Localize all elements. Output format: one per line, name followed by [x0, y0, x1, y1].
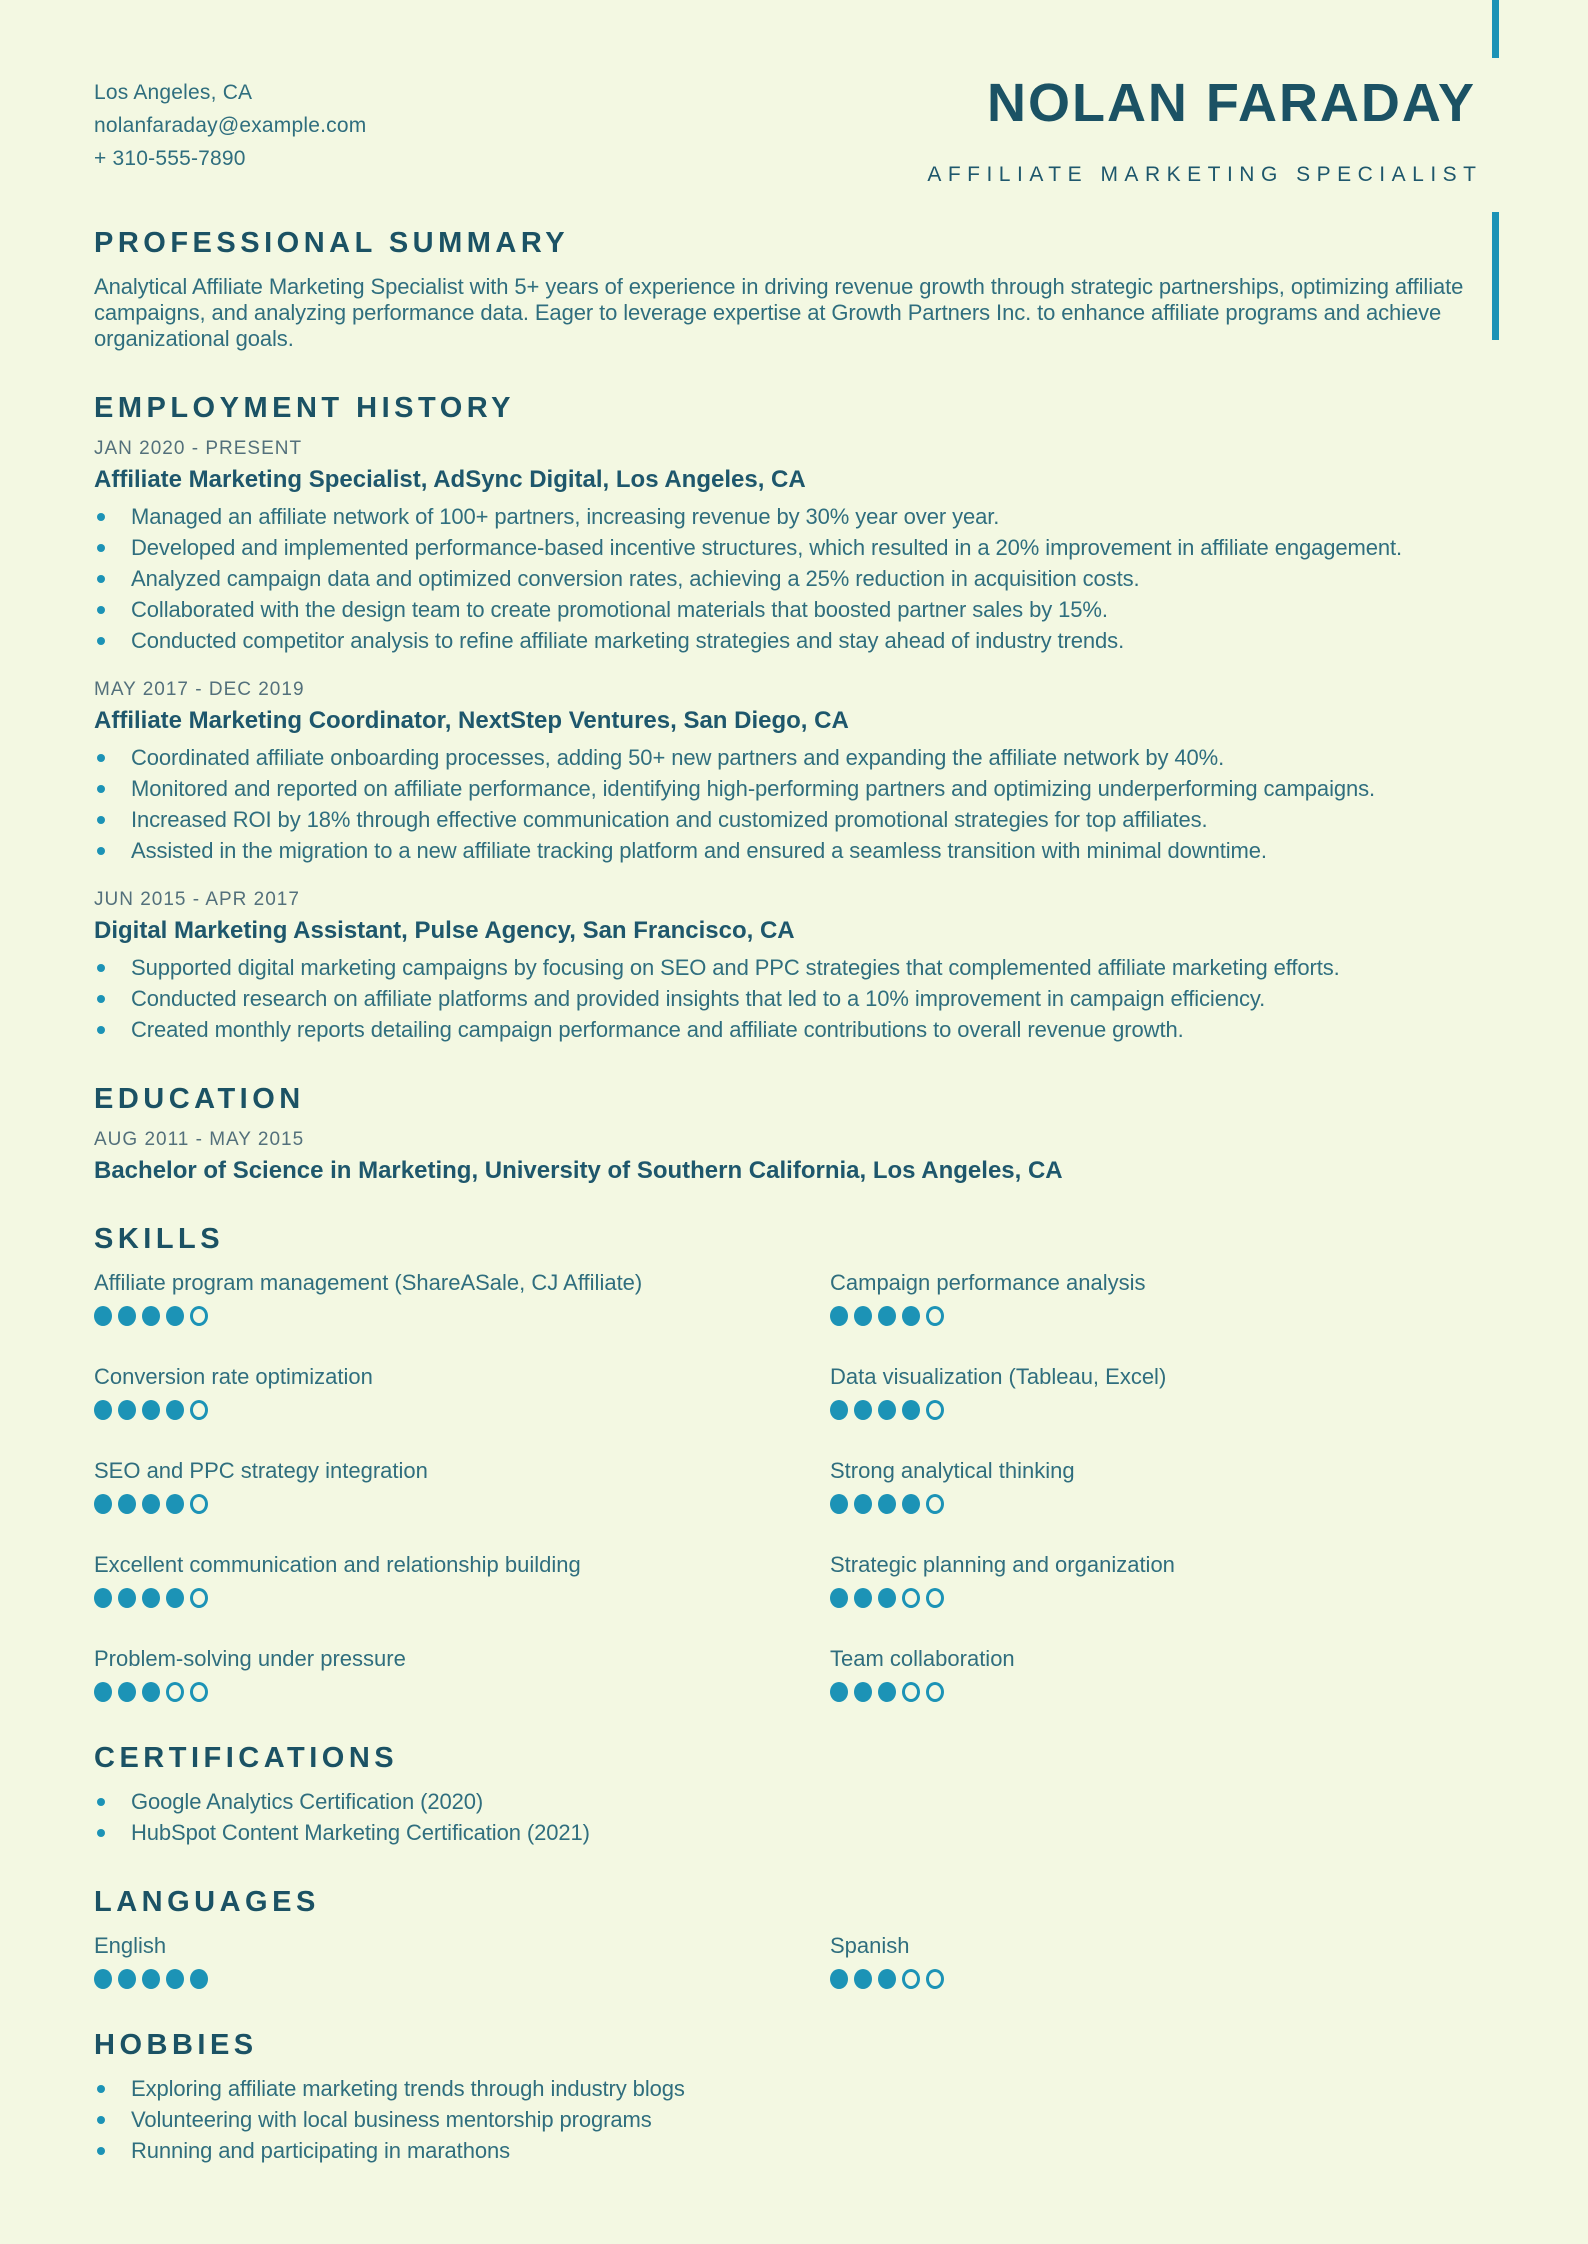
- skill-label: Strategic planning and organization: [830, 1552, 1175, 1577]
- rating-dot-filled: [118, 1682, 136, 1702]
- rating-dot-filled: [854, 1494, 872, 1514]
- section-employment: [94, 394, 1494, 1043]
- candidate-title: AFFILIATE MARKETING SPECIALIST: [927, 163, 1483, 186]
- rating-dot-filled: [878, 1400, 896, 1420]
- skill-label: Campaign performance analysis: [830, 1270, 1146, 1295]
- rating-dot-empty: [902, 1969, 920, 1989]
- job-dates: JAN 2020 - PRESENT: [94, 438, 303, 459]
- rating-dot-filled: [142, 1494, 160, 1514]
- skill-item: [94, 1270, 758, 1326]
- skill-label: Problem-solving under pressure: [94, 1646, 406, 1671]
- rating-dot-empty: [926, 1306, 944, 1326]
- rating-dot-empty: [926, 1494, 944, 1514]
- rating-dot-filled: [94, 1306, 112, 1326]
- language-name: English: [94, 1933, 167, 1958]
- skill-rating: [94, 1400, 758, 1420]
- hobbies-list: [94, 2076, 1494, 2164]
- job-bullet: Increased ROI by 18% through effective communication and customized promotional strategies for top affiliates.: [94, 807, 1494, 833]
- rating-dot-filled: [142, 1969, 160, 1989]
- skill-rating: [94, 1306, 758, 1326]
- job-title: Affiliate Marketing Coordinator, NextStep Ventures, San Diego, CA: [94, 707, 849, 734]
- rating-dot-filled: [878, 1494, 896, 1514]
- language-rating: [94, 1969, 758, 1989]
- languages-heading: LANGUAGES: [94, 1886, 320, 1918]
- hobby-item: Volunteering with local business mentorship programs: [94, 2107, 1494, 2133]
- rating-dot-filled: [166, 1306, 184, 1326]
- rating-dot-filled: [190, 1969, 208, 1989]
- contact-block: [94, 76, 366, 175]
- rating-dot-filled: [142, 1306, 160, 1326]
- job-bullets: [94, 745, 1494, 864]
- certification-item: HubSpot Content Marketing Certification (2021): [94, 1820, 1494, 1846]
- rating-dot-filled: [854, 1306, 872, 1326]
- name-block: [366, 73, 1494, 187]
- skill-label: SEO and PPC strategy integration: [94, 1458, 428, 1483]
- rating-dot-empty: [926, 1969, 944, 1989]
- rating-dot-filled: [166, 1400, 184, 1420]
- rating-dot-filled: [854, 1969, 872, 1989]
- section-summary: [94, 229, 1494, 352]
- candidate-name: NOLAN FARADAY: [986, 73, 1476, 133]
- job-bullet: Coordinated affiliate onboarding processes, adding 50+ new partners and expanding the affiliate network by 40%.: [94, 745, 1494, 771]
- job-bullet: Monitored and reported on affiliate performance, identifying high-performing partners and optimizing underperforming campaigns.: [94, 776, 1494, 802]
- job-bullet: Developed and implemented performance-based incentive structures, which resulted in a 20% improvement in affiliate engagement.: [94, 535, 1494, 561]
- job-bullets: [94, 955, 1494, 1043]
- rating-dot-filled: [830, 1494, 848, 1514]
- job-bullet: Collaborated with the design team to create promotional materials that boosted partner sales by 15%.: [94, 597, 1494, 623]
- rating-dot-filled: [118, 1306, 136, 1326]
- rating-dot-filled: [118, 1400, 136, 1420]
- skill-item: [94, 1646, 758, 1702]
- rating-dot-filled: [830, 1969, 848, 1989]
- education-dates: AUG 2011 - MAY 2015: [94, 1129, 305, 1150]
- skill-label: Data visualization (Tableau, Excel): [830, 1364, 1167, 1389]
- rating-dot-filled: [142, 1400, 160, 1420]
- language-name: Spanish: [830, 1933, 910, 1958]
- rating-dot-filled: [166, 1588, 184, 1608]
- skill-rating: [830, 1400, 1494, 1420]
- job-title: Affiliate Marketing Specialist, AdSync Digital, Los Angeles, CA: [94, 466, 806, 493]
- employment-heading: EMPLOYMENT HISTORY: [94, 392, 515, 424]
- job-bullet: Conducted research on affiliate platforms and provided insights that led to a 10% improvement in campaign efficiency.: [94, 986, 1494, 1012]
- hobby-item: Running and participating in marathons: [94, 2138, 1494, 2164]
- job-entry: [94, 680, 1494, 864]
- skill-item: [94, 1364, 758, 1420]
- rating-dot-filled: [902, 1400, 920, 1420]
- rating-dot-filled: [94, 1682, 112, 1702]
- accent-bar-top: [1492, 0, 1499, 58]
- skill-rating: [94, 1682, 758, 1702]
- skill-item: [94, 1458, 758, 1514]
- job-entry: [94, 439, 1494, 654]
- rating-dot-filled: [142, 1682, 160, 1702]
- language-item: [830, 1933, 1494, 1989]
- section-education: [94, 1085, 1494, 1183]
- rating-dot-empty: [190, 1306, 208, 1326]
- skill-rating: [830, 1494, 1494, 1514]
- skill-label: Conversion rate optimization: [94, 1364, 373, 1389]
- summary-heading: PROFESSIONAL SUMMARY: [94, 227, 570, 259]
- skill-item: [830, 1364, 1494, 1420]
- rating-dot-filled: [94, 1494, 112, 1514]
- certification-item: Google Analytics Certification (2020): [94, 1789, 1494, 1815]
- rating-dot-filled: [878, 1306, 896, 1326]
- job-bullet: Managed an affiliate network of 100+ partners, increasing revenue by 30% year over year.: [94, 504, 1494, 530]
- rating-dot-empty: [926, 1588, 944, 1608]
- rating-dot-filled: [94, 1588, 112, 1608]
- rating-dot-filled: [854, 1588, 872, 1608]
- rating-dot-filled: [830, 1588, 848, 1608]
- rating-dot-empty: [902, 1682, 920, 1702]
- skill-label: Affiliate program management (ShareASale, CJ Affiliate): [94, 1270, 643, 1295]
- job-bullet: Supported digital marketing campaigns by focusing on SEO and PPC strategies that complemented affiliate marketing efforts.: [94, 955, 1494, 981]
- rating-dot-empty: [926, 1400, 944, 1420]
- rating-dot-empty: [902, 1588, 920, 1608]
- contact-location: Los Angeles, CA: [94, 81, 253, 104]
- job-title: Digital Marketing Assistant, Pulse Agency, San Francisco, CA: [94, 917, 795, 944]
- job-bullets: [94, 504, 1494, 654]
- section-skills: [94, 1225, 1494, 1702]
- skills-heading: SKILLS: [94, 1223, 225, 1255]
- rating-dot-filled: [118, 1588, 136, 1608]
- hobby-item: Exploring affiliate marketing trends through industry blogs: [94, 2076, 1494, 2102]
- accent-bar-bottom: [1492, 212, 1499, 340]
- rating-dot-filled: [94, 1969, 112, 1989]
- skill-item: [830, 1458, 1494, 1514]
- rating-dot-filled: [878, 1588, 896, 1608]
- job-entry: [94, 890, 1494, 1043]
- rating-dot-filled: [902, 1494, 920, 1514]
- skill-label: Team collaboration: [830, 1646, 1015, 1671]
- rating-dot-filled: [142, 1588, 160, 1608]
- skill-rating: [830, 1306, 1494, 1326]
- skill-rating: [830, 1588, 1494, 1608]
- skill-rating: [94, 1588, 758, 1608]
- language-rating: [830, 1969, 1494, 1989]
- jobs-list: [94, 439, 1494, 1043]
- rating-dot-filled: [166, 1969, 184, 1989]
- certifications-heading: CERTIFICATIONS: [94, 1742, 399, 1774]
- job-bullet: Analyzed campaign data and optimized conversion rates, achieving a 25% reduction in acquisition costs.: [94, 566, 1494, 592]
- skill-item: [830, 1270, 1494, 1326]
- job-bullet: Created monthly reports detailing campaign performance and affiliate contributions to overall revenue growth.: [94, 1017, 1494, 1043]
- hobbies-heading: HOBBIES: [94, 2029, 258, 2061]
- job-dates: MAY 2017 - DEC 2019: [94, 679, 305, 700]
- contact-phone: + 310-555-7890: [94, 147, 246, 170]
- skill-item: [94, 1552, 758, 1608]
- language-item: [94, 1933, 758, 1989]
- languages-grid: [94, 1933, 1494, 1989]
- rating-dot-empty: [190, 1494, 208, 1514]
- rating-dot-filled: [878, 1969, 896, 1989]
- contact-email: nolanfaraday@example.com: [94, 114, 367, 137]
- section-certifications: [94, 1744, 1494, 1846]
- skills-grid: [94, 1270, 1494, 1702]
- rating-dot-filled: [94, 1400, 112, 1420]
- job-bullet: Conducted competitor analysis to refine affiliate marketing strategies and stay ahead of industry trends.: [94, 628, 1494, 654]
- summary-text: Analytical Affiliate Marketing Specialist with 5+ years of experience in driving revenue growth through strategic partnerships, optimizing affiliate campaigns, and analyzing performance data. Eager to leverage expertise at Growth Partners Inc. to enhance affiliate programs and achieve organizational goals.: [94, 274, 1464, 351]
- rating-dot-filled: [166, 1494, 184, 1514]
- rating-dot-filled: [878, 1682, 896, 1702]
- rating-dot-empty: [926, 1682, 944, 1702]
- certifications-list: [94, 1789, 1494, 1846]
- skill-label: Excellent communication and relationship building: [94, 1552, 581, 1577]
- skill-item: [830, 1552, 1494, 1608]
- rating-dot-filled: [830, 1682, 848, 1702]
- rating-dot-filled: [118, 1494, 136, 1514]
- rating-dot-filled: [118, 1969, 136, 1989]
- rating-dot-filled: [902, 1306, 920, 1326]
- education-heading: EDUCATION: [94, 1083, 305, 1115]
- education-degree: Bachelor of Science in Marketing, University of Southern California, Los Angeles, CA: [94, 1157, 1063, 1184]
- skill-label: Strong analytical thinking: [830, 1458, 1075, 1483]
- rating-dot-filled: [854, 1682, 872, 1702]
- rating-dot-empty: [190, 1682, 208, 1702]
- rating-dot-empty: [190, 1400, 208, 1420]
- job-bullet: Assisted in the migration to a new affiliate tracking platform and ensured a seamless transition with minimal downtime.: [94, 838, 1494, 864]
- rating-dot-filled: [830, 1306, 848, 1326]
- rating-dot-empty: [190, 1588, 208, 1608]
- skill-rating: [94, 1494, 758, 1514]
- skill-item: [830, 1646, 1494, 1702]
- section-languages: [94, 1888, 1494, 1989]
- header: [94, 73, 1494, 187]
- skill-rating: [830, 1682, 1494, 1702]
- rating-dot-filled: [854, 1400, 872, 1420]
- job-dates: JUN 2015 - APR 2017: [94, 889, 300, 910]
- section-hobbies: [94, 2031, 1494, 2164]
- rating-dot-filled: [830, 1400, 848, 1420]
- rating-dot-empty: [166, 1682, 184, 1702]
